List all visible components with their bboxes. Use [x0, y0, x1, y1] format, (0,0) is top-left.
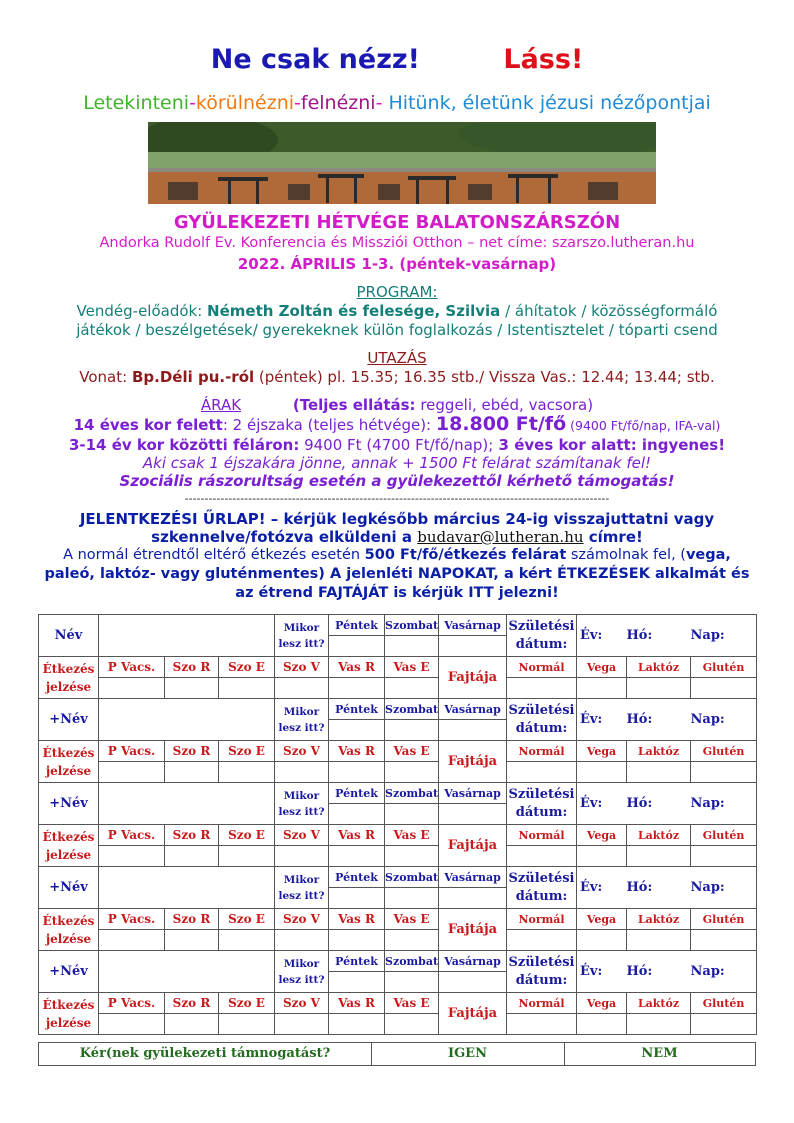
travel-text: (péntek) pl. 15.35; 16.35 stb./ Vissza Vas.: 12.44; 13.44; stb. — [254, 368, 715, 386]
form-body — [39, 615, 757, 1035]
day-saturday-label: Szombat — [385, 951, 439, 972]
name-input[interactable] — [99, 615, 275, 657]
meal-label: Vas R — [329, 657, 385, 678]
meal-label: P Vacs. — [99, 741, 165, 762]
day-friday-checkbox[interactable] — [329, 636, 385, 657]
meal-checkbox[interactable] — [385, 846, 439, 867]
name-input[interactable] — [99, 867, 275, 909]
meal-label: Szo R — [165, 741, 219, 762]
name-label: +Név — [39, 951, 99, 993]
diet-checkbox[interactable] — [691, 762, 757, 783]
diet-type-label: Fajtája — [439, 657, 507, 699]
diet-checkbox[interactable] — [691, 930, 757, 951]
presence-label: Mikor lesz itt? — [275, 783, 329, 825]
travel-line — [0, 368, 794, 386]
meal-checkbox[interactable] — [275, 930, 329, 951]
meal-label: Vas E — [385, 825, 439, 846]
meal-label: Vas R — [329, 741, 385, 762]
subtitle-part: Letekinteni — [83, 92, 190, 114]
diet-type-label: Fajtája — [439, 993, 507, 1035]
meal-checkbox[interactable] — [219, 762, 275, 783]
program-speakers: Németh Zoltán és felesége, Szilvia — [207, 302, 501, 320]
event-dates: 2022. ÁPRILIS 1-3. (péntek-vasárnap) — [237, 255, 557, 273]
support-question: Kér(nek gyülekezeti támnogatást? — [39, 1043, 372, 1065]
program-line-1 — [0, 302, 794, 320]
travel-station: Bp.Déli pu.-ról — [131, 368, 255, 386]
prices-heading — [0, 396, 794, 414]
day-friday-checkbox[interactable] — [329, 972, 385, 993]
meal-checkbox[interactable] — [219, 678, 275, 699]
meal-checkbox[interactable] — [99, 762, 165, 783]
subtitle-part: Hitünk, életünk jézusi nézőpontjai — [382, 92, 711, 114]
day-friday-label: Péntek — [329, 699, 385, 720]
meal-label: P Vacs. — [99, 657, 165, 678]
diet-checkbox[interactable] — [507, 762, 577, 783]
meal-label: Szo E — [219, 993, 275, 1014]
birth-year-field[interactable]: Év: — [577, 699, 627, 741]
meal-checkbox[interactable] — [165, 678, 219, 699]
prices-adult-label: 14 éves kor felett — [73, 416, 223, 434]
birth-month-field[interactable]: Hó: — [627, 615, 691, 657]
registration-line-3 — [0, 547, 794, 563]
birth-month-field[interactable]: Hó: — [627, 867, 691, 909]
diet-option-label: Vega — [577, 909, 627, 930]
registration-email-link[interactable]: budavar@lutheran.hu — [417, 528, 584, 546]
meal-checkbox[interactable] — [99, 678, 165, 699]
meal-checkbox[interactable] — [275, 678, 329, 699]
birth-day-field[interactable]: Nap: — [691, 615, 757, 657]
diet-option-label: Normál — [507, 909, 577, 930]
meal-checkbox[interactable] — [165, 846, 219, 867]
birth-year-field[interactable]: Év: — [577, 615, 627, 657]
meal-checkbox[interactable] — [329, 930, 385, 951]
day-saturday-label: Szombat — [385, 699, 439, 720]
meal-label: Szo V — [275, 993, 329, 1014]
meal-label: Vas E — [385, 657, 439, 678]
diet-checkbox[interactable] — [577, 762, 627, 783]
day-friday-checkbox[interactable] — [329, 804, 385, 825]
subtitle-part: - — [375, 92, 383, 114]
name-label: Név — [39, 615, 99, 657]
day-sunday-checkbox[interactable] — [439, 972, 507, 993]
travel-text: Vonat: — [79, 368, 132, 386]
program-line-2: játékok / beszélgetések/ gyerekeknek külön foglalkozás / Istentisztelet / tóparti csend — [76, 321, 718, 339]
day-friday-label: Péntek — [329, 783, 385, 804]
meals-label: Étkezés jelzése — [39, 657, 99, 699]
day-friday-label: Péntek — [329, 867, 385, 888]
diet-checkbox[interactable] — [507, 1014, 577, 1035]
meal-label: Vas R — [329, 909, 385, 930]
meal-label: Szo R — [165, 909, 219, 930]
meal-checkbox[interactable] — [219, 1014, 275, 1035]
meal-checkbox[interactable] — [385, 678, 439, 699]
subtitle-part: - — [189, 92, 196, 114]
name-label: +Név — [39, 867, 99, 909]
meal-label: Szo E — [219, 657, 275, 678]
diet-checkbox[interactable] — [627, 1014, 691, 1035]
meals-label: Étkezés jelzése — [39, 993, 99, 1035]
meals-label: Étkezés jelzése — [39, 825, 99, 867]
registration-form — [38, 614, 757, 1035]
registration-line-2 — [0, 528, 794, 546]
meal-label: Szo E — [219, 741, 275, 762]
meal-label: Szo R — [165, 657, 219, 678]
registration-text: szkennelve/fotózva elküldeni a — [151, 528, 418, 546]
diet-checkbox[interactable] — [577, 846, 627, 867]
meal-label: Vas R — [329, 825, 385, 846]
name-label: +Név — [39, 699, 99, 741]
divider: ----------------------------------------------------------------------------------------------------------- — [184, 492, 610, 505]
meal-checkbox[interactable] — [99, 1014, 165, 1035]
meal-label: Szo V — [275, 741, 329, 762]
prices-adult-note: (9400 Ft/fő/nap, IFA-val) — [566, 418, 721, 433]
diet-checkbox[interactable] — [577, 930, 627, 951]
birth-date-label: Születési dátum: — [507, 951, 577, 993]
meal-label: Szo V — [275, 657, 329, 678]
prices-support: Szociális rászorultság esetén a gyülekezettől kérhető támogatás! — [119, 472, 675, 490]
prices-child-label: 3-14 év kor közötti féláron: — [68, 436, 300, 454]
birth-date-label: Születési dátum: — [507, 699, 577, 741]
terrace-photo — [148, 122, 656, 204]
program-text: / áhítatok / közösségformáló — [500, 302, 718, 320]
day-saturday-checkbox[interactable] — [385, 972, 439, 993]
day-friday-label: Péntek — [329, 615, 385, 636]
diet-option-label: Vega — [577, 657, 627, 678]
meal-checkbox[interactable] — [385, 1014, 439, 1035]
diet-checkbox[interactable] — [507, 846, 577, 867]
diet-checkbox[interactable] — [691, 846, 757, 867]
diet-option-label: Normál — [507, 825, 577, 846]
diet-checkbox[interactable] — [507, 678, 577, 699]
birth-month-field[interactable]: Hó: — [627, 699, 691, 741]
diet-checkbox[interactable] — [627, 846, 691, 867]
birth-day-field[interactable]: Nap: — [691, 783, 757, 825]
subtitle-part: felnézni — [300, 92, 376, 114]
diet-option-label: Glutén — [691, 741, 757, 762]
diet-checkbox[interactable] — [691, 1014, 757, 1035]
event-heading: GYÜLEKEZETI HÉTVÉGE BALATONSZÁRSZÓN — [173, 212, 621, 233]
meal-checkbox[interactable] — [329, 678, 385, 699]
title-primary: Ne csak nézz! — [210, 44, 420, 75]
day-saturday-checkbox[interactable] — [385, 888, 439, 909]
meal-checkbox[interactable] — [99, 930, 165, 951]
support-request-row — [38, 1042, 756, 1066]
meal-label: Szo R — [165, 993, 219, 1014]
meal-label: P Vacs. — [99, 825, 165, 846]
travel-heading: UTAZÁS — [367, 349, 427, 367]
day-friday-label: Péntek — [329, 951, 385, 972]
birth-month-field[interactable]: Hó: — [627, 951, 691, 993]
meal-label: Szo V — [275, 909, 329, 930]
diet-option-label: Vega — [577, 741, 627, 762]
prices-full-board: (Teljes ellátás: — [292, 396, 416, 414]
meal-label: Szo V — [275, 825, 329, 846]
day-sunday-label: Vasárnap — [439, 783, 507, 804]
presence-label: Mikor lesz itt? — [275, 615, 329, 657]
diet-option-label: Laktóz — [627, 993, 691, 1014]
subtitle — [0, 92, 794, 114]
meal-checkbox[interactable] — [165, 1014, 219, 1035]
diet-option-label: Glutén — [691, 825, 757, 846]
day-saturday-label: Szombat — [385, 867, 439, 888]
diet-option-label: Laktóz — [627, 741, 691, 762]
diet-type-label: Fajtája — [439, 741, 507, 783]
diet-option-label: Glutén — [691, 657, 757, 678]
meal-checkbox[interactable] — [275, 1014, 329, 1035]
meals-label: Étkezés jelzése — [39, 741, 99, 783]
meal-label: P Vacs. — [99, 909, 165, 930]
day-sunday-label: Vasárnap — [439, 615, 507, 636]
day-sunday-label: Vasárnap — [439, 951, 507, 972]
name-input[interactable] — [99, 699, 275, 741]
day-saturday-label: Szombat — [385, 783, 439, 804]
diet-option-label: Vega — [577, 993, 627, 1014]
program-heading: PROGRAM: — [356, 283, 438, 301]
support-yes-option[interactable]: IGEN — [371, 1043, 565, 1065]
registration-line-5: az étrend FAJTÁJÁT is kérjük ITT jelezni! — [235, 585, 559, 601]
meal-label: Szo E — [219, 909, 275, 930]
registration-text: címre! — [583, 528, 643, 546]
prices-child-text: 9400 Ft (4700 Ft/fő/nap); — [299, 436, 494, 454]
day-friday-checkbox[interactable] — [329, 888, 385, 909]
event-venue: Andorka Rudolf Ev. Konferencia és Missziói Otthon – net címe: szarszo.lutheran.hu — [99, 235, 695, 251]
day-friday-checkbox[interactable] — [329, 720, 385, 741]
diet-checkbox[interactable] — [577, 678, 627, 699]
subtitle-part: - — [294, 92, 301, 114]
diet-option-label: Normál — [507, 993, 577, 1014]
meal-checkbox[interactable] — [165, 930, 219, 951]
diet-option-label: Normál — [507, 657, 577, 678]
day-sunday-checkbox[interactable] — [439, 888, 507, 909]
prices-adult-price: 18.800 Ft/fő — [435, 413, 567, 435]
birth-date-label: Születési dátum: — [507, 615, 577, 657]
meal-label: Vas E — [385, 741, 439, 762]
meal-checkbox[interactable] — [385, 762, 439, 783]
meal-label: Vas E — [385, 993, 439, 1014]
prices-one-night: Aki csak 1 éjszakára jönne, annak + 1500 Ft felárat számítanak fel! — [142, 454, 652, 472]
program-text: Vendég-előadók: — [76, 302, 208, 320]
birth-month-field[interactable]: Hó: — [627, 783, 691, 825]
subtitle-part: körülnézni — [195, 92, 295, 114]
day-saturday-checkbox[interactable] — [385, 720, 439, 741]
diet-type-label: Fajtája — [439, 825, 507, 867]
diet-option-label: Glutén — [691, 993, 757, 1014]
meal-checkbox[interactable] — [329, 1014, 385, 1035]
meal-label: Szo E — [219, 825, 275, 846]
meal-checkbox[interactable] — [219, 846, 275, 867]
name-input[interactable] — [99, 783, 275, 825]
presence-label: Mikor lesz itt? — [275, 699, 329, 741]
support-no-option[interactable]: NEM — [641, 1046, 678, 1061]
registration-line-4: paleó, laktóz- vagy gluténmentes) A jelenléti NAPOKAT, a kért ÉTKEZÉSEK alkalmát és — [44, 566, 750, 582]
prices-infant: 3 éves kor alatt: ingyenes! — [493, 436, 726, 454]
diet-checkbox[interactable] — [627, 762, 691, 783]
meal-checkbox[interactable] — [329, 762, 385, 783]
presence-label: Mikor lesz itt? — [275, 951, 329, 993]
birth-year-field[interactable]: Év: — [577, 867, 627, 909]
diet-option-label: Laktóz — [627, 825, 691, 846]
day-saturday-label: Szombat — [385, 615, 439, 636]
diet-checkbox[interactable] — [627, 678, 691, 699]
birth-date-label: Születési dátum: — [507, 867, 577, 909]
birth-day-field[interactable]: Nap: — [691, 867, 757, 909]
birth-day-field[interactable]: Nap: — [691, 699, 757, 741]
title-secondary: Láss! — [503, 44, 584, 75]
meal-label: Vas E — [385, 909, 439, 930]
diet-option-label: Vega — [577, 825, 627, 846]
prices-adult — [0, 413, 794, 435]
day-saturday-checkbox[interactable] — [385, 804, 439, 825]
prices-child — [0, 436, 794, 454]
meal-checkbox[interactable] — [219, 930, 275, 951]
meal-checkbox[interactable] — [275, 846, 329, 867]
prices-adult-text: : 2 éjszaka (teljes hétvége): — [222, 416, 436, 434]
meal-checkbox[interactable] — [165, 762, 219, 783]
diet-checkbox[interactable] — [627, 930, 691, 951]
registration-surcharge: 500 Ft/fő/étkezés felárat — [364, 547, 567, 563]
name-label: +Név — [39, 783, 99, 825]
diet-option-label: Glutén — [691, 909, 757, 930]
prices-label: ÁRAK — [200, 396, 242, 414]
day-sunday-label: Vasárnap — [439, 867, 507, 888]
registration-text: A normál étrendtől eltérő étkezés esetén — [63, 547, 365, 563]
day-sunday-checkbox[interactable] — [439, 804, 507, 825]
prices-meals: reggeli, ebéd, vacsora) — [415, 396, 594, 414]
day-saturday-checkbox[interactable] — [385, 636, 439, 657]
diet-option-label: Laktóz — [627, 657, 691, 678]
meal-label: Vas R — [329, 993, 385, 1014]
day-sunday-checkbox[interactable] — [439, 636, 507, 657]
day-sunday-checkbox[interactable] — [439, 720, 507, 741]
diet-checkbox[interactable] — [507, 930, 577, 951]
meal-checkbox[interactable] — [99, 846, 165, 867]
meal-checkbox[interactable] — [329, 846, 385, 867]
diet-type-label: Fajtája — [439, 909, 507, 951]
diet-checkbox[interactable] — [577, 1014, 627, 1035]
meal-label: Szo R — [165, 825, 219, 846]
registration-text: számolnak fel, ( — [566, 547, 686, 563]
name-input[interactable] — [99, 951, 275, 993]
diet-option-label: Normál — [507, 741, 577, 762]
birth-date-label: Születési dátum: — [507, 783, 577, 825]
birth-year-field[interactable]: Év: — [577, 783, 627, 825]
meal-checkbox[interactable] — [385, 930, 439, 951]
meals-label: Étkezés jelzése — [39, 909, 99, 951]
presence-label: Mikor lesz itt? — [275, 867, 329, 909]
birth-day-field[interactable]: Nap: — [691, 951, 757, 993]
registration-diets: vega, — [685, 547, 731, 563]
page-title — [0, 44, 794, 75]
birth-year-field[interactable]: Év: — [577, 951, 627, 993]
registration-line-1: JELENTKEZÉSI ŰRLAP! – kérjük legkésőbb március 24-ig visszajuttatni vagy — [79, 510, 715, 528]
diet-option-label: Laktóz — [627, 909, 691, 930]
meal-label: P Vacs. — [99, 993, 165, 1014]
day-sunday-label: Vasárnap — [439, 699, 507, 720]
diet-checkbox[interactable] — [691, 678, 757, 699]
meal-checkbox[interactable] — [275, 762, 329, 783]
